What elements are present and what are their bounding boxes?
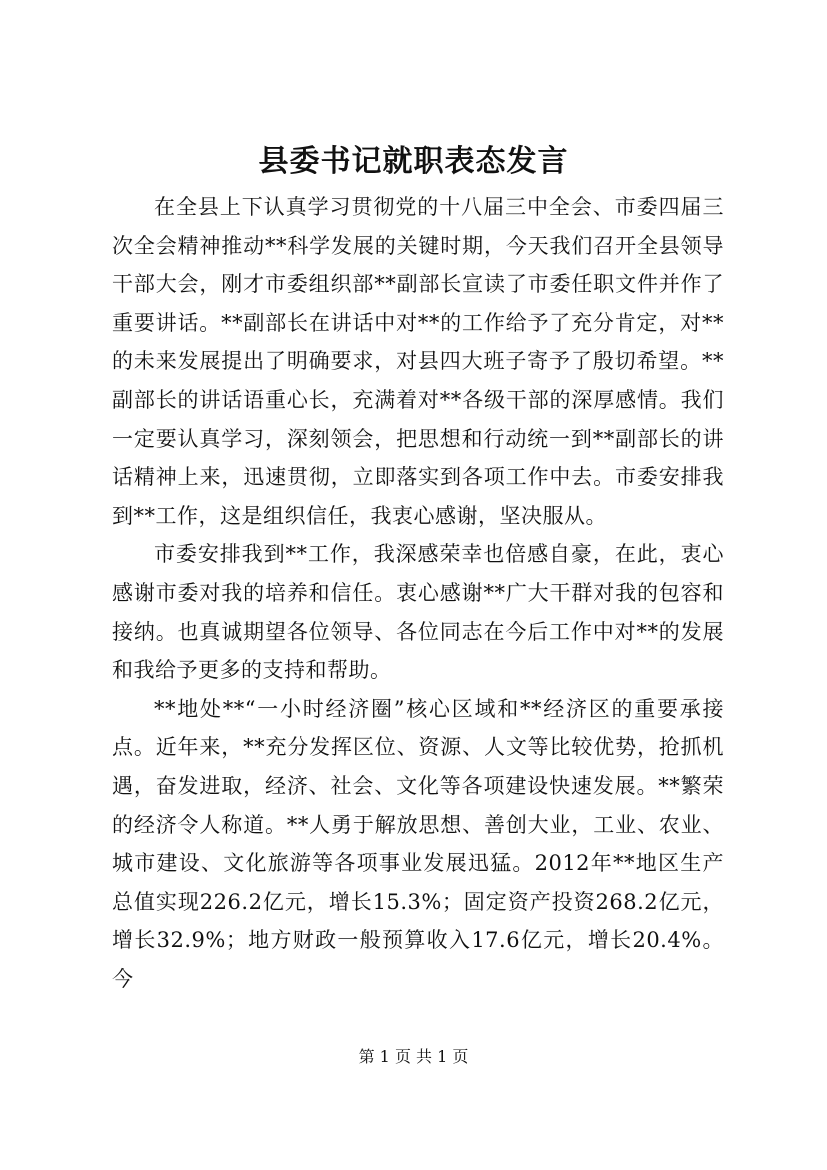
page-footer: 第 1 页 共 1 页 (358, 1047, 469, 1066)
paragraph-3: **地处**“一小时经济圈”核心区域和**经济区的重要承接点。近年来，**充分发挥区位、资源、人文等比较优势，抢抓机遇，奋发进取，经济、社会、文化等各项建设快速发展。**繁荣的经济令人称道。**人勇于解放思想、善创大业，工业、农业、城市建设、文化旅游等各项事业发展迅猛。2012年**地区生产总值实现226.2亿元，增长15.3%；固定资产投资268.2亿元，增长32.9%；地方财政一般预算收入17.6亿元，增长20.4%。今 (112, 696, 724, 991)
document-body (112, 188, 724, 998)
document-title: 县委书记就职表态发言 (258, 144, 569, 179)
paragraph-1: 在全县上下认真学习贯彻党的十八届三中全会、市委四届三次全会精神推动**科学发展的关键时期，今天我们召开全县领导干部大会，刚才市委组织部**副部长宣读了市委任职文件并作了重要讲话。**副部长在讲话中对**的工作给予了充分肯定，对**的未来发展提出了明确要求，对县四大班子寄予了殷切希望。**副部长的讲话语重心长，充满着对**各级干部的深厚感情。我们一定要认真学习，深刻领会，把思想和行动统一到**副部长的讲话精神上来，迅速贯彻，立即落实到各项工作中去。市委安排我到**工作，这是组织信任，我衷心感谢，坚决服从。 (112, 195, 724, 528)
paragraph-2: 市委安排我到**工作，我深感荣幸也倍感自豪，在此，衷心感谢市委对我的培养和信任。衷心感谢**广大干群对我的包容和接纳。也真诚期望各位领导、各位同志在今后工作中对**的发展和我给予更多的支持和帮助。 (112, 542, 724, 683)
